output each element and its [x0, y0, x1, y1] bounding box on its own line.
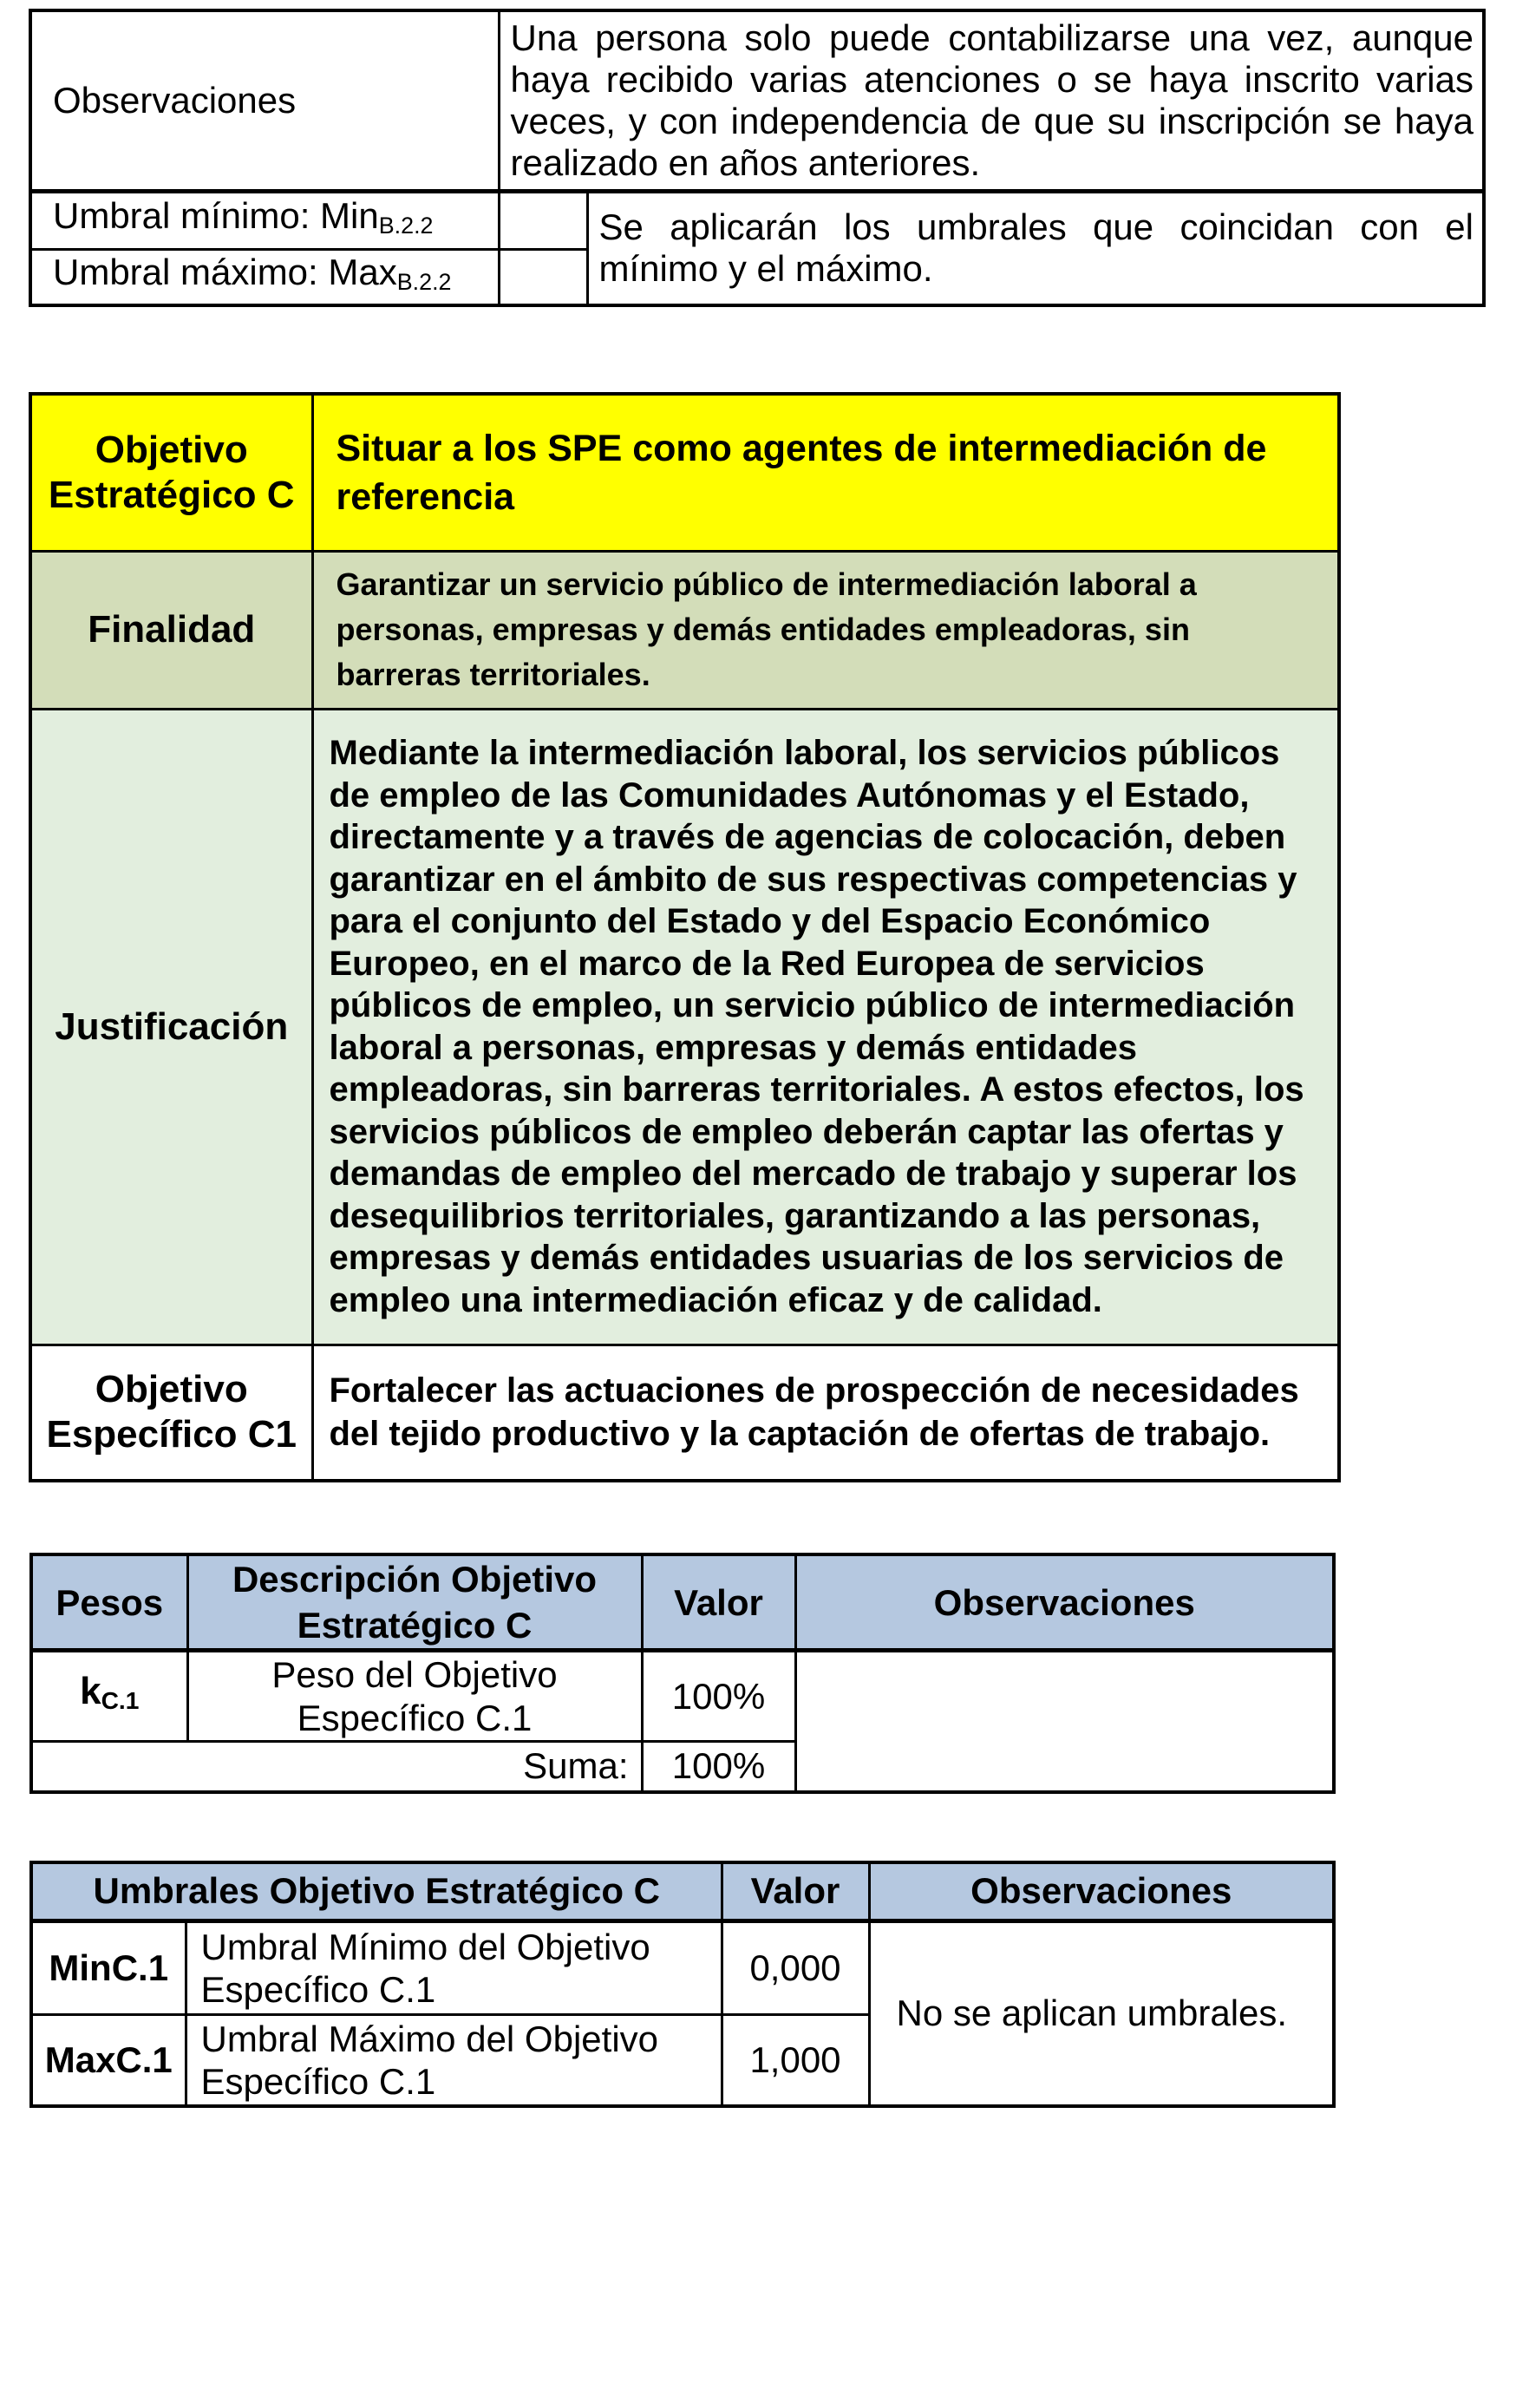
max-c1-valor: 1,000 [749, 2038, 841, 2080]
descripcion-header-cell [187, 1554, 642, 1651]
table-row [31, 1651, 1334, 1742]
umbral-note-cell [587, 191, 1484, 305]
peso-valor-cell [642, 1651, 795, 1742]
finalidad-text: Garantizar un servicio público de intermediación laboral a personas, empresas y demás entidades empleadoras, sin barreras territoriales. [336, 566, 1197, 692]
valor-header: Valor [674, 1581, 763, 1623]
umbral-maximo-label: Umbral máximo: Max [53, 251, 397, 292]
objetivo-estrategico-title-cell [312, 394, 1339, 551]
justificacion-text-cell [312, 709, 1339, 1345]
observaciones-header-cell [795, 1554, 1334, 1651]
umbrales-note-text: No se aplican umbrales. [896, 1992, 1288, 2033]
justificacion-label-cell [30, 709, 312, 1345]
umbral-maximo-label-cell [30, 249, 499, 305]
peso-valor-value: 100% [671, 1675, 766, 1717]
objetivo-estrategico-label: Objetivo Estratégico C [48, 428, 295, 516]
umbral-note-text: Se aplicarán los umbrales que coincidan con el mínimo y el máximo. [598, 206, 1474, 290]
min-c1-label-cell [31, 1921, 186, 2014]
max-c1-label-cell [31, 2014, 186, 2106]
max-c1-label: MaxC.1 [44, 2038, 173, 2080]
umbrales-header: Umbrales Objetivo Estratégico C [93, 1870, 661, 1912]
table-row [30, 551, 1339, 709]
umbrales-note-cell [869, 1921, 1334, 2106]
umbral-maximo-subscript: B.2.2 [396, 268, 452, 295]
umbrales-valor-header-cell [722, 1862, 869, 1921]
pesos-header: Pesos [56, 1581, 164, 1623]
table-row [30, 191, 1484, 249]
min-c1-descripcion: Umbral Mínimo del Objetivo Específico C.1 [200, 1926, 650, 2010]
umbrales-valor-header: Valor [750, 1870, 840, 1912]
umbral-maximo-value-cell [499, 249, 587, 305]
suma-label: Suma: [523, 1745, 629, 1787]
peso-descripcion-cell [187, 1651, 642, 1742]
peso-k-subscript: C.1 [101, 1687, 140, 1715]
finalidad-text-cell [312, 551, 1339, 709]
min-c1-valor: 0,000 [749, 1947, 841, 1988]
max-c1-descripcion: Umbral Máximo del Objetivo Específico C.1 [200, 2018, 659, 2102]
umbral-minimo-subscript: B.2.2 [378, 212, 434, 239]
umbrales-table [29, 1861, 1336, 2108]
pesos-header-cell [31, 1554, 187, 1651]
max-c1-valor-cell [722, 2014, 869, 2106]
min-c1-valor-cell [722, 1921, 869, 2014]
table-row [30, 394, 1339, 551]
observaciones-header: Observaciones [933, 1581, 1195, 1623]
objetivo-estrategico-title: Situar a los SPE como agentes de intermediación de referencia [336, 427, 1267, 518]
observaciones-text: Una persona solo puede contabilizarse una vez, aunque haya recibido varias atenciones o se haya inscrito varias veces, y con independencia de que su inscripción se haya realizado en años anteriores. [510, 16, 1474, 183]
peso-k-label: k [80, 1669, 101, 1712]
objetivo-especifico-text: Fortalecer las actuaciones de prospección de necesidades del tejido productivo y la captación de ofertas de trabajo. [329, 1371, 1299, 1454]
table-row [30, 1345, 1339, 1481]
min-c1-descripcion-cell [186, 1921, 722, 2014]
observaciones-text-cell [499, 10, 1484, 191]
min-c1-label: MinC.1 [49, 1947, 169, 1988]
suma-valor-value: 100% [671, 1745, 766, 1787]
observaciones-label-cell [30, 10, 499, 191]
table-header-row [31, 1862, 1334, 1921]
objetivo-estrategico-table [29, 392, 1341, 1482]
observaciones-b22-table [29, 9, 1486, 307]
justificacion-text: Mediante la intermediación laboral, los servicios públicos de empleo de las Comunidades Autónomas y el Estado, directamente y a través de agencias de colocación, deben garantizar en el ámbito de sus respectivas competencias y para el conjunto del Estado y del Espacio Económico Europeo, en el marco de la Red Europea de servicios públicos de empleo, un servicio público de intermediación laboral a personas, empresas y demás entidades empleadoras, sin barreras territoriales. A estos efectos, los servicios públicos de empleo deberán captar las ofertas y demandas de empleo del mercado de trabajo y superar los desequilibrios territoriales, garantizando a las personas, empresas y demás entidades usuarias de los servicios de empleo una intermediación eficaz y de calidad. [329, 734, 1304, 1319]
objetivo-especifico-label-cell [30, 1345, 312, 1481]
max-c1-descripcion-cell [186, 2014, 722, 2106]
suma-valor-cell [642, 1742, 795, 1792]
umbral-minimo-label: Umbral mínimo: Min [53, 194, 379, 236]
peso-descripcion-text: Peso del Objetivo Específico C.1 [271, 1653, 558, 1738]
umbrales-header-cell [31, 1862, 722, 1921]
descripcion-header: Descripción Objetivo Estratégico C [232, 1559, 598, 1646]
umbral-minimo-value-cell [499, 191, 587, 249]
suma-label-cell [31, 1742, 642, 1792]
finalidad-label-cell [30, 551, 312, 709]
peso-k-label-cell [31, 1651, 187, 1742]
umbral-minimo-label-cell [30, 191, 499, 249]
objetivo-estrategico-label-cell [30, 394, 312, 551]
umbrales-observaciones-header: Observaciones [970, 1870, 1232, 1912]
table-row [30, 709, 1339, 1345]
valor-header-cell [642, 1554, 795, 1651]
observaciones-label: Observaciones [53, 79, 297, 121]
objetivo-especifico-text-cell [312, 1345, 1339, 1481]
pesos-table [29, 1553, 1336, 1794]
objetivo-especifico-label: Objetivo Específico C1 [46, 1368, 297, 1456]
finalidad-label: Finalidad [88, 608, 256, 651]
table-header-row [31, 1554, 1334, 1651]
peso-observaciones-cell [795, 1651, 1334, 1792]
justificacion-label: Justificación [55, 1004, 289, 1048]
umbrales-observaciones-header-cell [869, 1862, 1334, 1921]
table-row [30, 10, 1484, 191]
table-row [31, 1921, 1334, 2014]
